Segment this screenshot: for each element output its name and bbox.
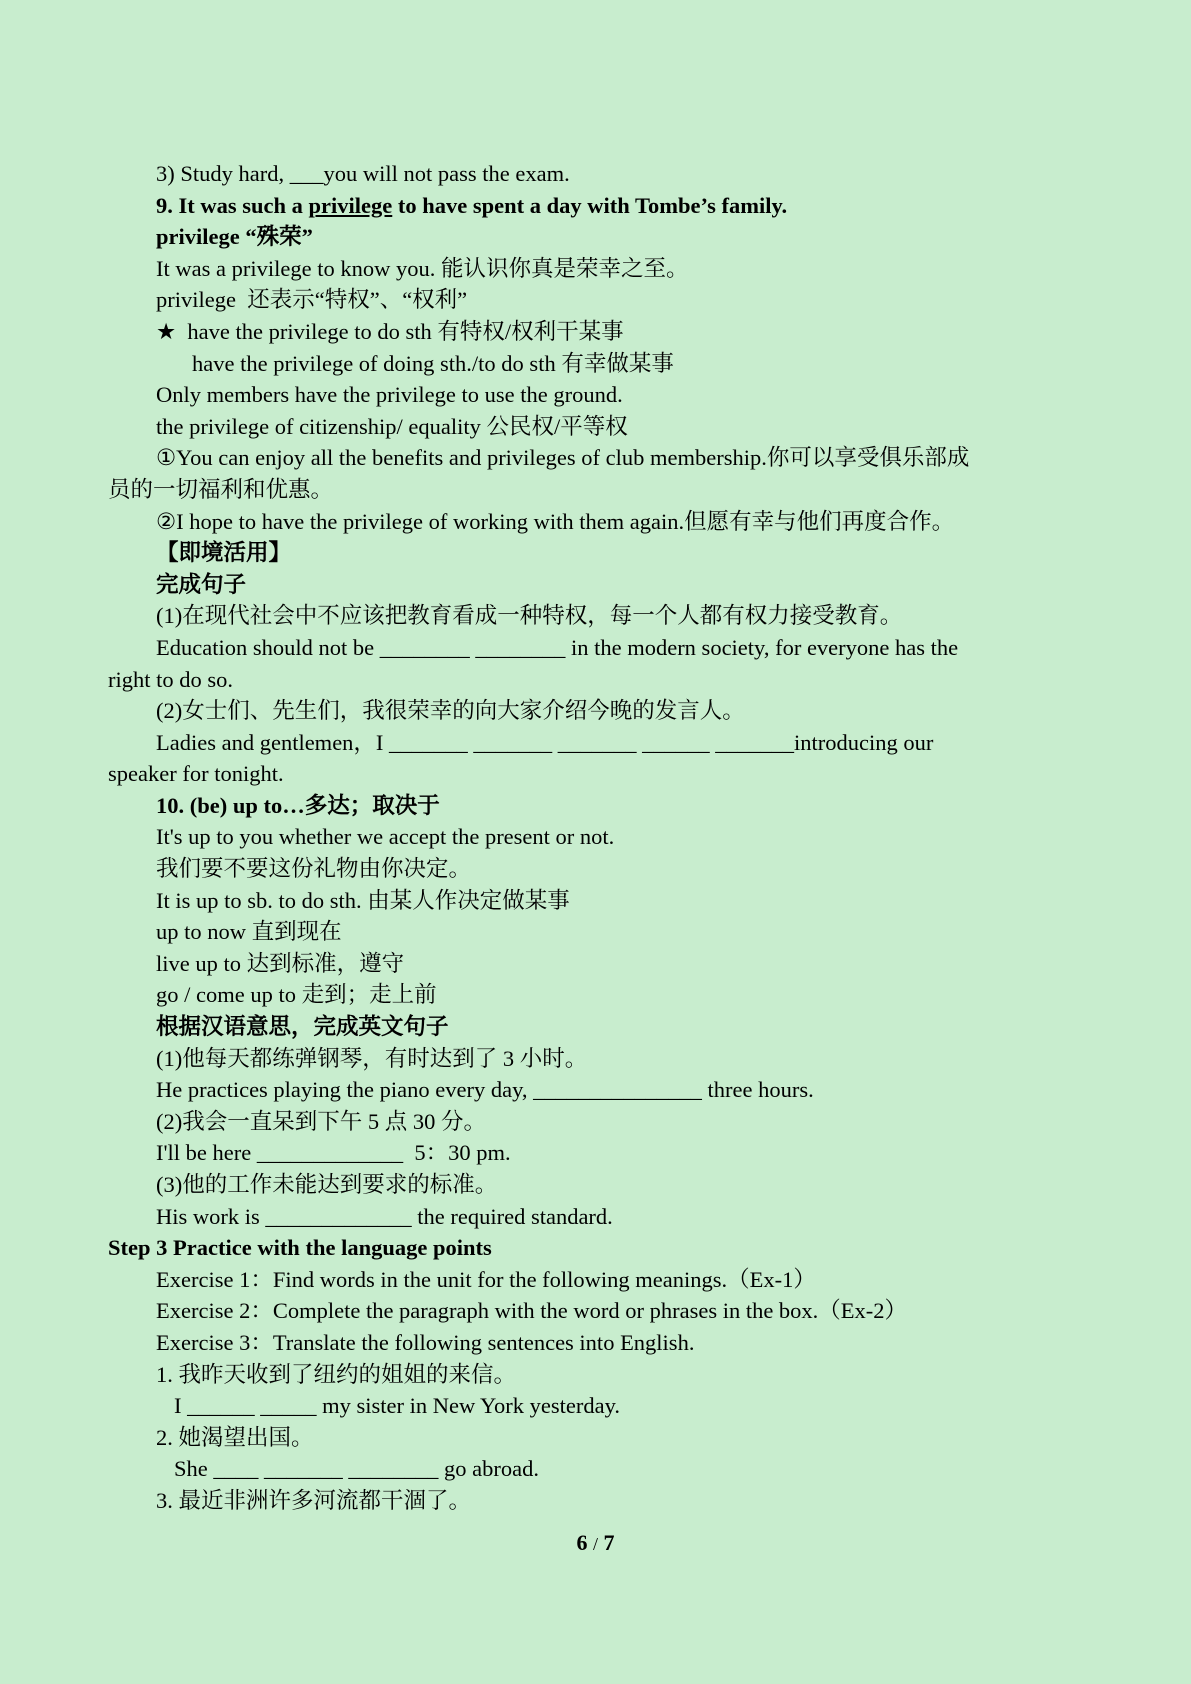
text-line: Exercise 1：Find words in the unit for the following meanings.（Ex-1） (156, 1266, 816, 1292)
text-line: live up to 达到标准，遵守 (156, 950, 405, 976)
current-page: 6 (576, 1530, 588, 1555)
section-heading: 【即境活用】 (156, 540, 292, 566)
text-line: I ______ _____ my sister in New York yesterday. (174, 1393, 621, 1419)
page-number (0, 1530, 1191, 1556)
text-line: (1)在现代社会中不应该把教育看成一种特权，每一个人都有权力接受教育。 (156, 603, 903, 629)
text-line: (2)女士们、先生们，我很荣幸的向大家介绍今晚的发言人。 (156, 698, 745, 724)
text-line: (1)他每天都练弹钢琴，有时达到了 3 小时。 (156, 1045, 588, 1071)
heading-item-10: 10. (be) up to…多达；取决于 (156, 792, 440, 818)
text-line: 2. 她渴望出国。 (156, 1424, 314, 1450)
subheading: 完成句子 (156, 571, 247, 597)
text-line: (3)他的工作未能达到要求的标准。 (156, 1172, 498, 1197)
page-separator: / (592, 1534, 598, 1554)
subheading: privilege “殊荣” (156, 224, 313, 250)
text-line: Only members have the privilege to use the ground. (156, 382, 623, 408)
text-line: ②I hope to have the privilege of working with them again.但愿有幸与他们再度合作。 (156, 508, 955, 534)
text-line: His work is _____________ the required standard. (156, 1203, 613, 1229)
text-line: 1. 我昨天收到了纽约的姐姐的来信。 (156, 1361, 517, 1387)
text-line: 我们要不要这份礼物由你决定。 (156, 856, 472, 882)
text-line: Ladies and gentlemen，I _______ _______ _______ ______ _______introducing our (156, 729, 934, 755)
text-line: I'll be here _____________ 5：30 pm. (156, 1140, 511, 1166)
total-pages: 7 (603, 1530, 615, 1555)
text-line: ①You can enjoy all the benefits and privileges of club membership.你可以享受俱乐部成 (156, 445, 970, 471)
text-line: have the privilege of doing sth./to do sth 有幸做某事 (192, 350, 674, 376)
text-line: go / come up to 走到；走上前 (156, 982, 437, 1008)
heading-item-9: 9. It was such a privilege to have spent a day with Tombe’s family. (156, 192, 788, 218)
text-line: ★ have the privilege to do sth 有特权/权利干某事 (156, 318, 624, 344)
subheading: 根据汉语意思，完成英文句子 (156, 1014, 449, 1040)
text-line: Education should not be ________ ________ in the modern society, for everyone has the (156, 634, 959, 660)
text-line: Exercise 3：Translate the following sentences into English. (156, 1329, 695, 1355)
text-line: speaker for tonight. (108, 761, 284, 787)
step-heading: Step 3 Practice with the language points (108, 1235, 492, 1261)
text-line: 3. 最近非洲许多河流都干涸了。 (156, 1487, 472, 1513)
text-line: It is up to sb. to do sth. 由某人作决定做某事 (156, 887, 570, 913)
text-line: Exercise 2：Complete the paragraph with the word or phrases in the box.（Ex-2） (156, 1298, 908, 1324)
text-line: She ____ _______ ________ go abroad. (174, 1456, 539, 1482)
underlined-word: privilege (308, 192, 393, 218)
text-line: He practices playing the piano every day, _______________ three hours. (156, 1077, 814, 1103)
text-line: It was a privilege to know you. 能认识你真是荣幸之至。 (156, 255, 689, 281)
text-line: (2)我会一直呆到下午 5 点 30 分。 (156, 1108, 486, 1134)
text-line: privilege 还表示“特权”、“权利” (156, 287, 468, 313)
text-line: right to do so. (108, 666, 234, 692)
document-body (108, 158, 1038, 1517)
text-line: It's up to you whether we accept the present or not. (156, 824, 615, 850)
text-line: up to now 直到现在 (156, 919, 342, 945)
text-line: 3) Study hard, ___you will not pass the exam. (156, 161, 570, 186)
text-line: 员的一切福利和优惠。 (108, 476, 334, 502)
text-line: the privilege of citizenship/ equality 公民权/平等权 (156, 413, 628, 439)
